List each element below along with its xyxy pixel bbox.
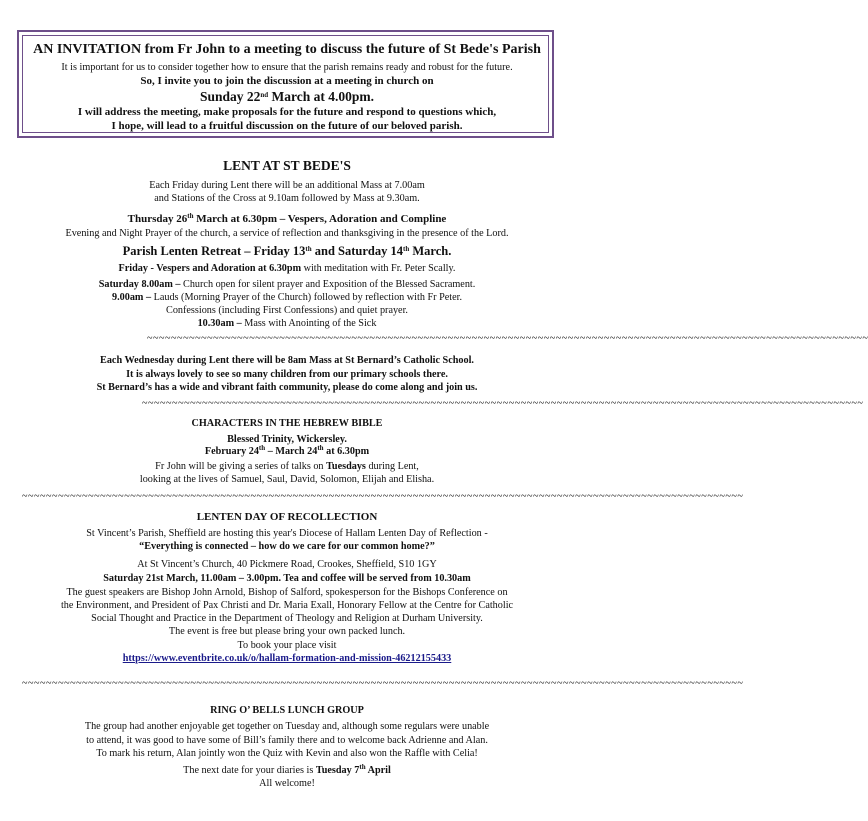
recollection-venue: At St Vincent’s Church, 40 Pickmere Road, Crookes, Sheffield, S10 1GY bbox=[137, 559, 437, 570]
lent-retreat-saturday: Saturday 8.00am – Church open for silent prayer and Exposition of the Blessed Sacrament. bbox=[98, 279, 476, 290]
bells-line-3: To mark his return, Alan jointly won the Quiz with Kevin and also won the Raffle with Celia! bbox=[96, 748, 478, 759]
lent-retreat-mass: 10.30am – Mass with Anointing of the Sick bbox=[197, 318, 377, 329]
wednesday-line-3: St Bernard’s has a wide and vibrant faith community, please do come along and join us. bbox=[96, 382, 478, 393]
recollection-speakers-2: the Environment, and President of Pax Christi and Dr. Maria Exall, Honorary Fellow at the Centre for Catholic bbox=[60, 600, 514, 611]
hebrew-heading: CHARACTERS IN THE HEBREW BIBLE bbox=[191, 418, 383, 429]
recollection-time: Saturday 21st March, 11.00am – 3.00pm. Tea and coffee will be served from 10.30am bbox=[103, 573, 471, 584]
bells-welcome: All welcome! bbox=[259, 778, 315, 789]
invitation-line-2: So, I invite you to join the discussion at a meeting in church on bbox=[140, 75, 434, 87]
lent-heading: LENT AT ST BEDE'S bbox=[223, 158, 351, 173]
hebrew-talk-1: Fr John will be giving a series of talks on Tuesdays during Lent, bbox=[155, 461, 419, 472]
eventbrite-link[interactable]: https://www.eventbrite.co.uk/o/hallam-formation-and-mission-46212155433 bbox=[122, 653, 452, 664]
lent-retreat-friday: Friday - Vespers and Adoration at 6.30pm with meditation with Fr. Peter Scally. bbox=[118, 263, 456, 274]
recollection-theme: “Everything is connected – how do we care for our common home?” bbox=[139, 541, 435, 552]
invitation-date: Sunday 22nd March at 4.00pm. bbox=[199, 89, 375, 104]
wednesday-line-2: It is always lovely to see so many children from our primary schools there. bbox=[126, 369, 448, 380]
lent-thursday: Thursday 26th March at 6.30pm – Vespers, Adoration and Compline bbox=[127, 212, 447, 225]
bells-line-1: The group had another enjoyable get together on Tuesday and, although some regulars were unable bbox=[84, 721, 490, 732]
lent-friday-2: and Stations of the Cross at 9.10am followed by Mass at 9.30am. bbox=[154, 193, 420, 204]
divider-3: ~~~~~~~~~~~~~~~~~~~~~~~~~~~~~~~~~~~~~~~~~~~~~~~~~~~~~~~~~~~~~~~~~~~~~~~~~~~~~~~~~~~~~~~~~~~~~~~~~~~~~~~~~~~~~~~~~~~~~~~~ bbox=[22, 491, 744, 502]
lent-retreat-confessions: Confessions (including First Confessions) and quiet prayer. bbox=[166, 305, 408, 316]
lent-thursday-desc: Evening and Night Prayer of the church, a service of reflection and thanksgiving in the presence of the Lord. bbox=[65, 228, 509, 239]
hebrew-place: Blessed Trinity, Wickersley. bbox=[227, 434, 347, 445]
invitation-line-1: It is important for us to consider together how to ensure that the parish remains ready and robust for the future. bbox=[61, 62, 513, 73]
invitation-line-5: I hope, will lead to a fruitful discussion on the future of our beloved parish. bbox=[111, 120, 463, 132]
recollection-book: To book your place visit bbox=[237, 640, 337, 651]
divider-2: ~~~~~~~~~~~~~~~~~~~~~~~~~~~~~~~~~~~~~~~~~~~~~~~~~~~~~~~~~~~~~~~~~~~~~~~~~~~~~~~~~~~~~~~~~~~~~~~~~~~~~~~~~~~~~~~~~~~~~~~~ bbox=[142, 398, 864, 409]
invitation-title: AN INVITATION from Fr John to a meeting to discuss the future of St Bede's Parish bbox=[33, 42, 541, 57]
invitation-line-4: I will address the meeting, make proposals for the future and respond to questions which, bbox=[77, 106, 497, 118]
recollection-speakers-3: Social Thought and Practice in the Department of Theology and Religion at Durham University. bbox=[91, 613, 483, 624]
hebrew-talk-2: looking at the lives of Samuel, Saul, David, Solomon, Elijah and Elisha. bbox=[139, 474, 435, 485]
recollection-speakers-1: The guest speakers are Bishop John Arnold, Bishop of Salford, spokesperson for the Bishops Conference on bbox=[66, 587, 508, 598]
divider-1: ~~~~~~~~~~~~~~~~~~~~~~~~~~~~~~~~~~~~~~~~~~~~~~~~~~~~~~~~~~~~~~~~~~~~~~~~~~~~~~~~~~~~~~~~~~~~~~~~~~~~~~~~~~~~~~~~~~~~~~~~ bbox=[147, 333, 868, 344]
bells-line-2: to attend, it was good to have some of Bill’s family there and to welcome back Adrienne and Alan. bbox=[86, 735, 488, 746]
recollection-link-row bbox=[0, 653, 574, 664]
bells-next-date: The next date for your diaries is Tuesday 7th April bbox=[183, 763, 391, 776]
recollection-heading: LENTEN DAY OF RECOLLECTION bbox=[196, 511, 378, 523]
lent-retreat: Parish Lenten Retreat – Friday 13th and Saturday 14th March. bbox=[122, 244, 452, 258]
divider-4: ~~~~~~~~~~~~~~~~~~~~~~~~~~~~~~~~~~~~~~~~~~~~~~~~~~~~~~~~~~~~~~~~~~~~~~~~~~~~~~~~~~~~~~~~~~~~~~~~~~~~~~~~~~~~~~~~~~~~~~~~ bbox=[22, 678, 744, 689]
wednesday-line-1: Each Wednesday during Lent there will be 8am Mass at St Bernard’s Catholic School. bbox=[100, 355, 474, 366]
lent-retreat-lauds: 9.00am – Lauds (Morning Prayer of the Church) followed by reflection with Fr Peter. bbox=[112, 292, 462, 303]
recollection-line-1: St Vincent’s Parish, Sheffield are hosting this year's Diocese of Hallam Lenten Day of Reflection - bbox=[86, 528, 488, 539]
hebrew-dates: February 24th – March 24th at 6.30pm bbox=[204, 444, 370, 457]
recollection-free: The event is free but please bring your own packed lunch. bbox=[168, 626, 406, 637]
bells-heading: RING O’ BELLS LUNCH GROUP bbox=[210, 705, 364, 716]
lent-friday-1: Each Friday during Lent there will be an additional Mass at 7.00am bbox=[149, 180, 425, 191]
